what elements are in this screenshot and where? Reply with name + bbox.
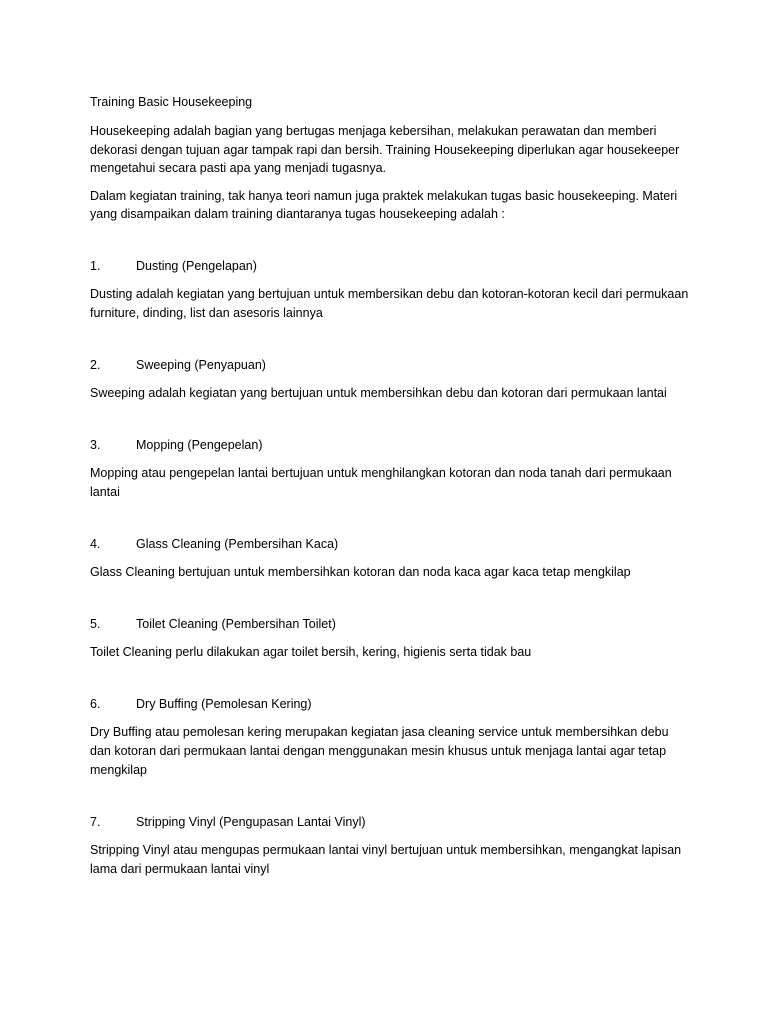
list-item bbox=[90, 257, 690, 323]
item-heading bbox=[90, 813, 690, 831]
item-heading bbox=[90, 356, 690, 374]
list-item bbox=[90, 813, 690, 879]
list-item bbox=[90, 615, 690, 662]
item-label: Dry Buffing (Pemolesan Kering) bbox=[136, 696, 312, 711]
item-label: Glass Cleaning (Pembersihan Kaca) bbox=[136, 536, 339, 551]
item-number: 2. bbox=[90, 357, 101, 372]
item-description: Toilet Cleaning perlu dilakukan agar toilet bersih, kering, higienis serta tidak bau bbox=[90, 644, 532, 659]
document-body bbox=[90, 93, 690, 879]
item-label: Dusting (Pengelapan) bbox=[136, 258, 257, 273]
list-item bbox=[90, 356, 690, 403]
item-label: Mopping (Pengepelan) bbox=[136, 437, 263, 452]
item-label: Toilet Cleaning (Pembersihan Toilet) bbox=[136, 616, 336, 631]
item-number: 3. bbox=[90, 437, 101, 452]
list-item bbox=[90, 535, 690, 582]
item-description: Mopping atau pengepelan lantai bertujuan untuk menghilangkan kotoran dan noda tanah dari permukaan lantai bbox=[90, 465, 672, 499]
item-label: Stripping Vinyl (Pengupasan Lantai Vinyl) bbox=[136, 814, 366, 829]
item-heading bbox=[90, 535, 690, 553]
item-description: Dusting adalah kegiatan yang bertujuan untuk membersikan debu dan kotoran-kotoran kecil dari permukaan furniture, dinding, list dan asesoris lainnya bbox=[90, 286, 689, 320]
item-heading bbox=[90, 257, 690, 275]
list-item bbox=[90, 436, 690, 502]
item-number: 5. bbox=[90, 616, 101, 631]
item-number: 1. bbox=[90, 258, 101, 273]
item-description: Sweeping adalah kegiatan yang bertujuan untuk membersihkan debu dan kotoran dari permukaan lantai bbox=[90, 385, 667, 400]
item-label: Sweeping (Penyapuan) bbox=[136, 357, 266, 372]
item-heading bbox=[90, 615, 690, 633]
document-title: Training Basic Housekeeping bbox=[90, 95, 253, 109]
item-heading bbox=[90, 436, 690, 454]
task-list bbox=[90, 257, 690, 879]
item-description: Dry Buffing atau pemolesan kering merupakan kegiatan jasa cleaning service untuk membersihkan debu dan kotoran dari permukaan lantai dengan menggunakan mesin khusus untuk menjaga lantai agar tetap mengkilap bbox=[90, 724, 669, 777]
item-number: 6. bbox=[90, 696, 101, 711]
intro-paragraph: Housekeeping adalah bagian yang bertugas menjaga kebersihan, melakukan perawatan dan memberi dekorasi dengan tujuan agar tampak rapi dan bersih. Training Housekeeping diperlukan agar housekeeper mengetahui secara pasti apa yang menjadi tugasnya. bbox=[90, 124, 680, 175]
item-number: 7. bbox=[90, 814, 101, 829]
list-item bbox=[90, 695, 690, 780]
item-heading bbox=[90, 695, 690, 713]
item-description: Stripping Vinyl atau mengupas permukaan lantai vinyl bertujuan untuk membersihkan, mengangkat lapisan lama dari permukaan lantai vinyl bbox=[90, 842, 682, 876]
item-description: Glass Cleaning bertujuan untuk membersihkan kotoran dan noda kaca agar kaca tetap mengkilap bbox=[90, 564, 631, 579]
intro-paragraph: Dalam kegiatan training, tak hanya teori namun juga praktek melakukan tugas basic housekeeping. Materi yang disampaikan dalam training diantaranya tugas housekeeping adalah : bbox=[90, 188, 678, 221]
item-number: 4. bbox=[90, 536, 101, 551]
